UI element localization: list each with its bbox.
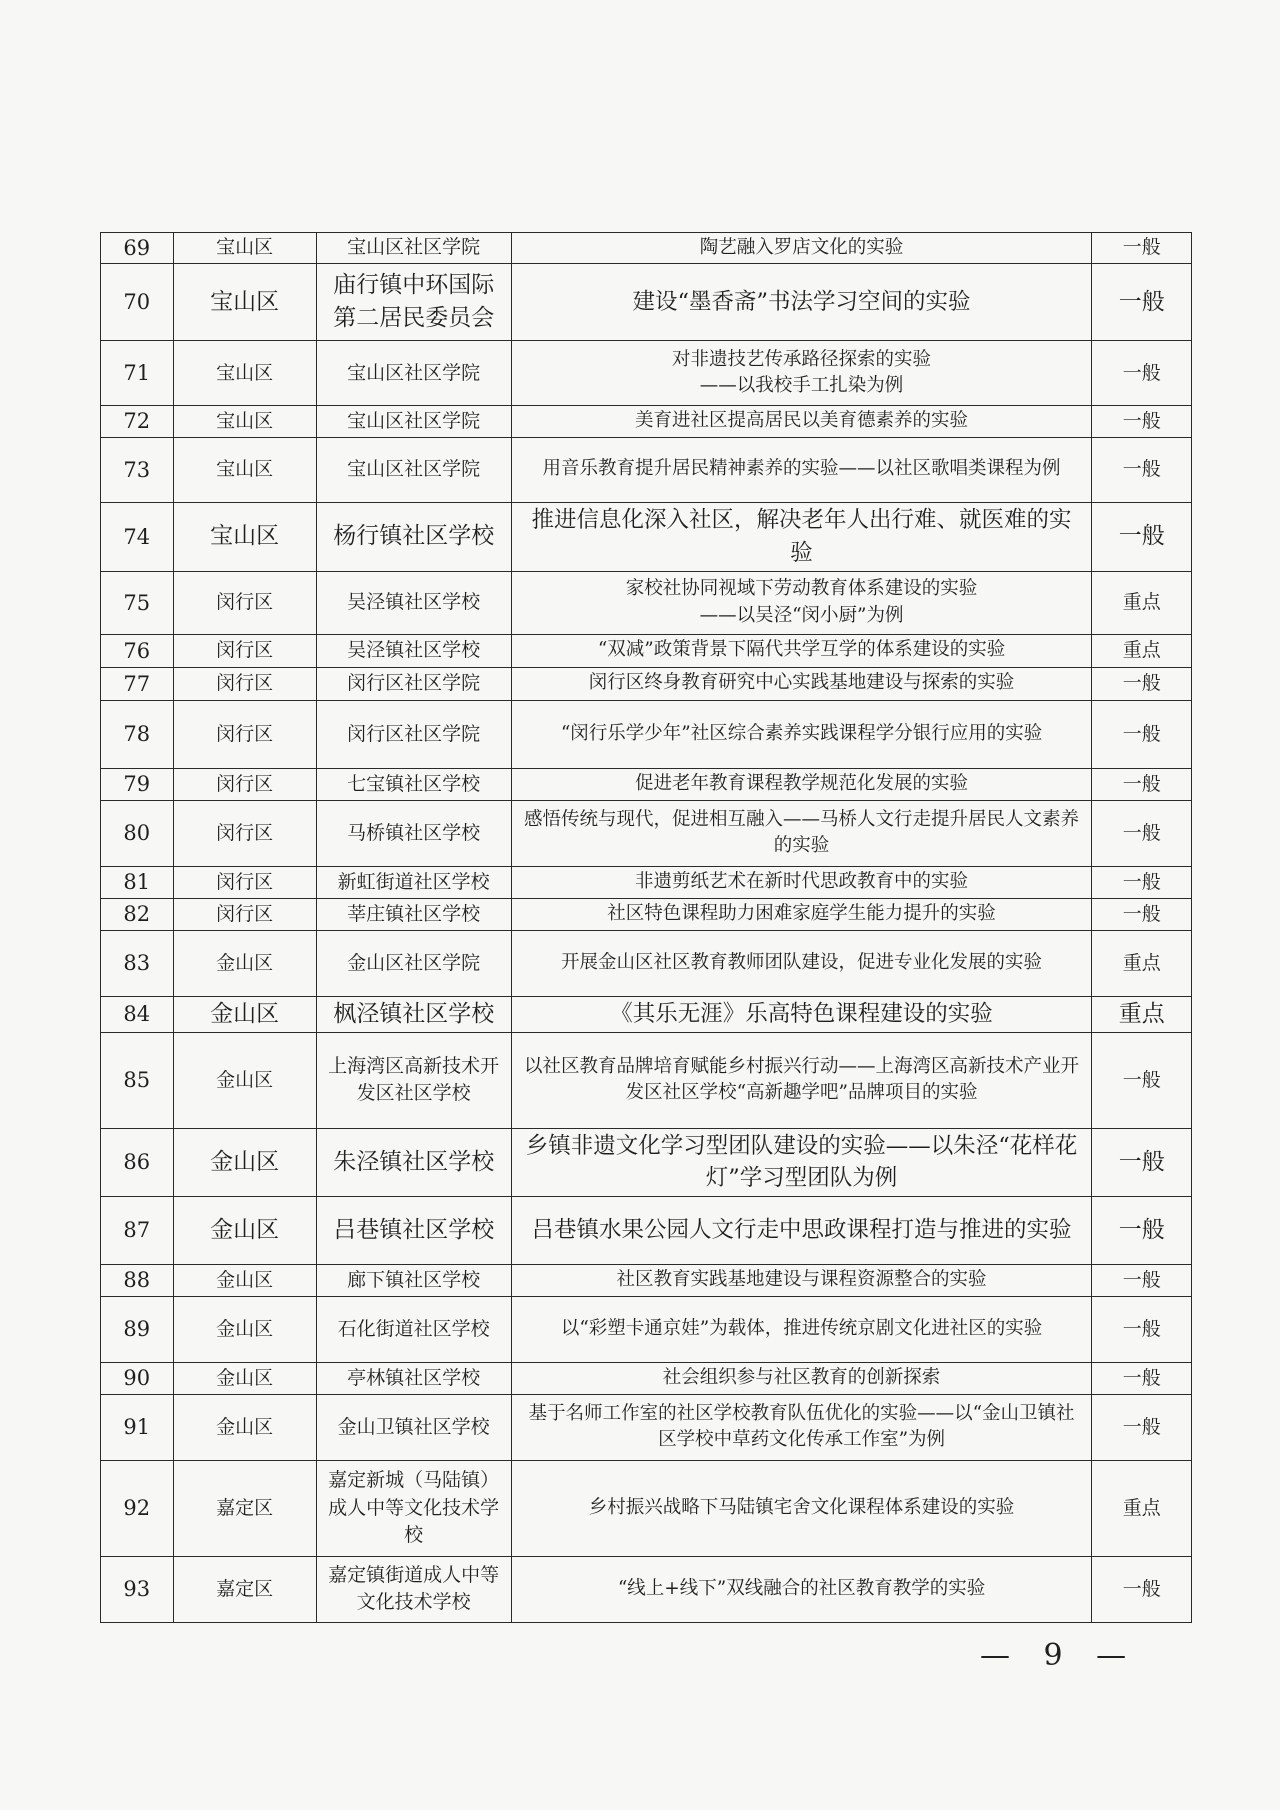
cell-no: 84 (101, 996, 174, 1032)
cell-topic: 社会组织参与社区教育的创新探索 (511, 1362, 1092, 1394)
cell-district: 金山区 (173, 1264, 316, 1296)
cell-district: 闵行区 (173, 634, 316, 667)
cell-no: 83 (101, 930, 174, 996)
cell-topic: 感悟传统与现代，促进相互融入——马桥人文行走提升居民人文素养的实验 (511, 800, 1092, 866)
table-row (101, 800, 1192, 866)
cell-level: 一般 (1092, 1556, 1192, 1622)
table-row (101, 898, 1192, 930)
cell-topic: 闵行区终身教育研究中心实践基地建设与探索的实验 (511, 667, 1092, 700)
table-row (101, 502, 1192, 571)
cell-district: 金山区 (173, 1032, 316, 1128)
table-row (101, 233, 1192, 264)
cell-district: 金山区 (173, 1362, 316, 1394)
cell-topic: 社区特色课程助力困难家庭学生能力提升的实验 (511, 898, 1092, 930)
cell-level: 一般 (1092, 768, 1192, 800)
cell-district: 宝山区 (173, 437, 316, 502)
cell-unit: 廊下镇社区学校 (316, 1264, 511, 1296)
cell-topic: 社区教育实践基地建设与课程资源整合的实验 (511, 1264, 1092, 1296)
cell-district: 宝山区 (173, 341, 316, 406)
cell-level: 一般 (1092, 264, 1192, 341)
cell-no: 82 (101, 898, 174, 930)
cell-district: 宝山区 (173, 406, 316, 437)
cell-level: 一般 (1092, 898, 1192, 930)
cell-level: 一般 (1092, 800, 1192, 866)
cell-topic: 家校社协同视域下劳动教育体系建设的实验 ——以吴泾“闵小厨”为例 (511, 571, 1092, 634)
cell-district: 金山区 (173, 1196, 316, 1264)
cell-unit: 石化街道社区学校 (316, 1296, 511, 1362)
table-row (101, 866, 1192, 898)
table-row (101, 1128, 1192, 1196)
cell-level: 一般 (1092, 1296, 1192, 1362)
cell-topic: 以社区教育品牌培育赋能乡村振兴行动——上海湾区高新技术产业开发区社区学校“高新趣学吧”品牌项目的实验 (511, 1032, 1092, 1128)
cell-district: 闵行区 (173, 866, 316, 898)
cell-topic: “双减”政策背景下隔代共学互学的体系建设的实验 (511, 634, 1092, 667)
cell-unit: 宝山区社区学院 (316, 406, 511, 437)
cell-topic: 乡镇非遗文化学习型团队建设的实验——以朱泾“花样花灯”学习型团队为例 (511, 1128, 1092, 1196)
table-row (101, 700, 1192, 768)
cell-no: 70 (101, 264, 174, 341)
cell-unit: 嘉定新城（马陆镇）成人中等文化技术学校 (316, 1460, 511, 1556)
table-row (101, 1362, 1192, 1394)
cell-district: 宝山区 (173, 233, 316, 264)
cell-level: 一般 (1092, 341, 1192, 406)
cell-unit: 七宝镇社区学校 (316, 768, 511, 800)
cell-no: 92 (101, 1460, 174, 1556)
cell-no: 91 (101, 1394, 174, 1460)
cell-level: 一般 (1092, 1196, 1192, 1264)
cell-level: 一般 (1092, 437, 1192, 502)
table-row (101, 1556, 1192, 1622)
table-row (101, 1032, 1192, 1128)
table-row (101, 406, 1192, 437)
cell-topic: 《其乐无涯》乐高特色课程建设的实验 (511, 996, 1092, 1032)
cell-topic: 用音乐教育提升居民精神素养的实验——以社区歌唱类课程为例 (511, 437, 1092, 502)
cell-no: 87 (101, 1196, 174, 1264)
cell-topic: 非遗剪纸艺术在新时代思政教育中的实验 (511, 866, 1092, 898)
cell-district: 金山区 (173, 1128, 316, 1196)
cell-no: 71 (101, 341, 174, 406)
cell-no: 93 (101, 1556, 174, 1622)
cell-unit: 闵行区社区学院 (316, 667, 511, 700)
cell-level: 一般 (1092, 700, 1192, 768)
cell-topic: “闵行乐学少年”社区综合素养实践课程学分银行应用的实验 (511, 700, 1092, 768)
cell-district: 闵行区 (173, 571, 316, 634)
cell-district: 金山区 (173, 1296, 316, 1362)
cell-unit: 吴泾镇社区学校 (316, 634, 511, 667)
cell-level: 一般 (1092, 233, 1192, 264)
cell-district: 嘉定区 (173, 1556, 316, 1622)
cell-no: 80 (101, 800, 174, 866)
cell-district: 金山区 (173, 930, 316, 996)
cell-unit: 上海湾区高新技术开发区社区学校 (316, 1032, 511, 1128)
cell-district: 闵行区 (173, 898, 316, 930)
table-row (101, 768, 1192, 800)
table-row (101, 571, 1192, 634)
table-body (101, 233, 1192, 1623)
project-table (100, 232, 1192, 1623)
cell-no: 78 (101, 700, 174, 768)
table-row (101, 634, 1192, 667)
cell-no: 75 (101, 571, 174, 634)
cell-district: 闵行区 (173, 800, 316, 866)
cell-level: 重点 (1092, 996, 1192, 1032)
cell-topic: 开展金山区社区教育教师团队建设，促进专业化发展的实验 (511, 930, 1092, 996)
cell-topic: 建设“墨香斋”书法学习空间的实验 (511, 264, 1092, 341)
cell-unit: 金山卫镇社区学校 (316, 1394, 511, 1460)
table-row (101, 341, 1192, 406)
cell-unit: 杨行镇社区学校 (316, 502, 511, 571)
cell-district: 闵行区 (173, 768, 316, 800)
cell-district: 金山区 (173, 996, 316, 1032)
cell-topic: 对非遗技艺传承路径探索的实验 ——以我校手工扎染为例 (511, 341, 1092, 406)
cell-district: 宝山区 (173, 502, 316, 571)
table-row (101, 437, 1192, 502)
cell-level: 一般 (1092, 502, 1192, 571)
cell-level: 重点 (1092, 930, 1192, 996)
cell-topic: 陶艺融入罗店文化的实验 (511, 233, 1092, 264)
table-row (101, 1264, 1192, 1296)
cell-level: 重点 (1092, 634, 1192, 667)
cell-unit: 闵行区社区学院 (316, 700, 511, 768)
cell-level: 一般 (1092, 866, 1192, 898)
table-row (101, 1196, 1192, 1264)
cell-unit: 吕巷镇社区学校 (316, 1196, 511, 1264)
cell-unit: 金山区社区学院 (316, 930, 511, 996)
cell-level: 一般 (1092, 1264, 1192, 1296)
cell-unit: 朱泾镇社区学校 (316, 1128, 511, 1196)
cell-level: 重点 (1092, 1460, 1192, 1556)
cell-no: 79 (101, 768, 174, 800)
table-row (101, 1460, 1192, 1556)
cell-no: 85 (101, 1032, 174, 1128)
cell-level: 一般 (1092, 406, 1192, 437)
table-row (101, 930, 1192, 996)
cell-unit: 宝山区社区学院 (316, 437, 511, 502)
cell-topic: “线上+线下”双线融合的社区教育教学的实验 (511, 1556, 1092, 1622)
cell-unit: 马桥镇社区学校 (316, 800, 511, 866)
cell-no: 73 (101, 437, 174, 502)
table-row (101, 667, 1192, 700)
cell-topic: 推进信息化深入社区，解决老年人出行难、就医难的实验 (511, 502, 1092, 571)
cell-unit: 庙行镇中环国际第二居民委员会 (316, 264, 511, 341)
table-row (101, 1394, 1192, 1460)
cell-no: 86 (101, 1128, 174, 1196)
cell-district: 闵行区 (173, 667, 316, 700)
table-row (101, 996, 1192, 1032)
cell-unit: 枫泾镇社区学校 (316, 996, 511, 1032)
cell-no: 72 (101, 406, 174, 437)
cell-level: 一般 (1092, 1128, 1192, 1196)
cell-no: 89 (101, 1296, 174, 1362)
table-row (101, 264, 1192, 341)
cell-unit: 宝山区社区学院 (316, 341, 511, 406)
cell-topic: 以“彩塑卡通京娃”为载体，推进传统京剧文化进社区的实验 (511, 1296, 1092, 1362)
cell-unit: 新虹街道社区学校 (316, 866, 511, 898)
cell-level: 一般 (1092, 667, 1192, 700)
cell-level: 一般 (1092, 1032, 1192, 1128)
cell-no: 88 (101, 1264, 174, 1296)
cell-no: 90 (101, 1362, 174, 1394)
cell-unit: 亭林镇社区学校 (316, 1362, 511, 1394)
cell-no: 76 (101, 634, 174, 667)
cell-topic: 吕巷镇水果公园人文行走中思政课程打造与推进的实验 (511, 1196, 1092, 1264)
cell-topic: 促进老年教育课程教学规范化发展的实验 (511, 768, 1092, 800)
cell-topic: 美育进社区提高居民以美育德素养的实验 (511, 406, 1092, 437)
cell-no: 69 (101, 233, 174, 264)
cell-district: 宝山区 (173, 264, 316, 341)
cell-level: 一般 (1092, 1362, 1192, 1394)
cell-no: 74 (101, 502, 174, 571)
cell-no: 77 (101, 667, 174, 700)
cell-no: 81 (101, 866, 174, 898)
cell-level: 一般 (1092, 1394, 1192, 1460)
cell-level: 重点 (1092, 571, 1192, 634)
cell-unit: 莘庄镇社区学校 (316, 898, 511, 930)
cell-topic: 乡村振兴战略下马陆镇宅舍文化课程体系建设的实验 (511, 1460, 1092, 1556)
cell-topic: 基于名师工作室的社区学校教育队伍优化的实验——以“金山卫镇社区学校中草药文化传承工作室”为例 (511, 1394, 1092, 1460)
cell-unit: 吴泾镇社区学校 (316, 571, 511, 634)
cell-district: 嘉定区 (173, 1460, 316, 1556)
cell-district: 金山区 (173, 1394, 316, 1460)
page-number: — 9 — (980, 1638, 1139, 1673)
cell-district: 闵行区 (173, 700, 316, 768)
cell-unit: 宝山区社区学院 (316, 233, 511, 264)
table-row (101, 1296, 1192, 1362)
cell-unit: 嘉定镇街道成人中等文化技术学校 (316, 1556, 511, 1622)
